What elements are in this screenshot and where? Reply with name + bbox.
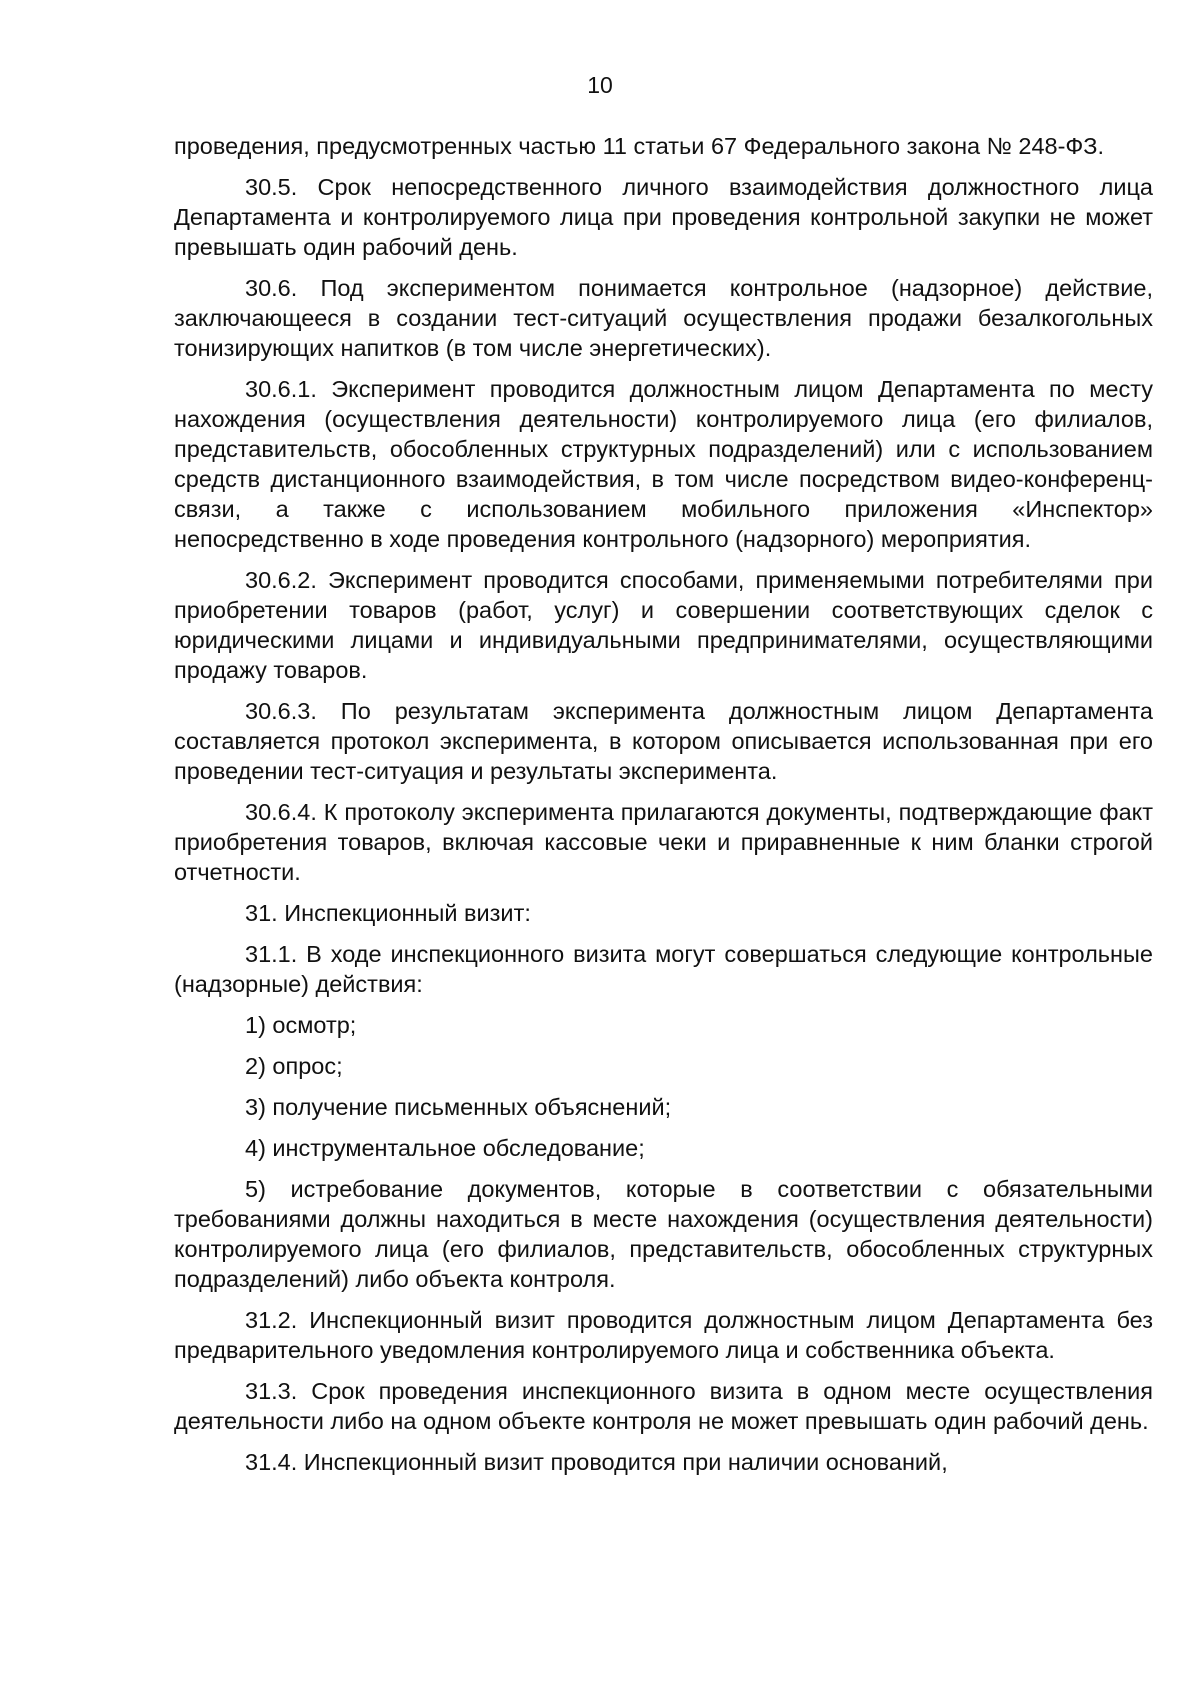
- page-number: 10: [587, 72, 613, 98]
- list-item-1: 1) осмотр;: [245, 1012, 357, 1038]
- list-item-3: 3) получение письменных объяснений;: [245, 1094, 672, 1120]
- list-item-4: 4) инструментальное обследование;: [245, 1135, 645, 1161]
- paragraph-30-5: 30.5. Срок непосредственного личного взаимодействия должностного лица Департамента и контролируемого лица при проведения контрольной закупки не может превышать один рабочий день.: [174, 174, 1153, 260]
- document-body: [174, 131, 1153, 1488]
- paragraph-31-2: 31.2. Инспекционный визит проводится должностным лицом Департамента без предварительного уведомления контролируемого лица и собственника объекта.: [174, 1307, 1153, 1363]
- paragraph-30-6-2: 30.6.2. Эксперимент проводится способами, применяемыми потребителями при приобретении товаров (работ, услуг) и совершении соответствующих сделок с юридическими лицами и индивидуальными предпринимателями, осуществляющими продажу товаров.: [174, 567, 1153, 683]
- paragraph-continuation: проведения, предусмотренных частью 11 статьи 67 Федерального закона № 248-ФЗ.: [174, 133, 1105, 159]
- paragraph-31-1: 31.1. В ходе инспекционного визита могут совершаться следующие контрольные (надзорные) действия:: [174, 941, 1153, 997]
- paragraph-31: 31. Инспекционный визит:: [245, 900, 531, 926]
- paragraph-30-6-1: 30.6.1. Эксперимент проводится должностным лицом Департамента по месту нахождения (осуществления деятельности) контролируемого лица (его филиалов, представительств, обособленных структурных подразделений) или с использованием средств дистанционного взаимодействия, в том числе посредством видео-конференц-связи, а также с использованием мобильного приложения «Инспектор» непосредственно в ходе проведения контрольного (надзорного) мероприятия.: [174, 376, 1153, 552]
- paragraph-30-6-3: 30.6.3. По результатам эксперимента должностным лицом Департамента составляется протокол эксперимента, в котором описывается использованная при его проведении тест-ситуация и результаты эксперимента.: [174, 698, 1153, 784]
- paragraph-30-6-4: 30.6.4. К протоколу эксперимента прилагаются документы, подтверждающие факт приобретения товаров, включая кассовые чеки и приравненные к ним бланки строгой отчетности.: [174, 799, 1153, 885]
- paragraph-31-3: 31.3. Срок проведения инспекционного визита в одном месте осуществления деятельности либо на одном объекте контроля не может превышать один рабочий день.: [174, 1378, 1153, 1434]
- paragraph-31-4: 31.4. Инспекционный визит проводится при наличии оснований,: [245, 1449, 948, 1475]
- list-item-5: 5) истребование документов, которые в соответствии с обязательными требованиями должны находиться в месте нахождения (осуществления деятельности) контролируемого лица (его филиалов, представительств, обособленных структурных подразделений) либо объекта контроля.: [174, 1176, 1153, 1292]
- list-item-2: 2) опрос;: [245, 1053, 343, 1079]
- paragraph-30-6: 30.6. Под экспериментом понимается контрольное (надзорное) действие, заключающееся в создании тест-ситуаций осуществления продажи безалкогольных тонизирующих напитков (в том числе энергетических).: [174, 275, 1153, 361]
